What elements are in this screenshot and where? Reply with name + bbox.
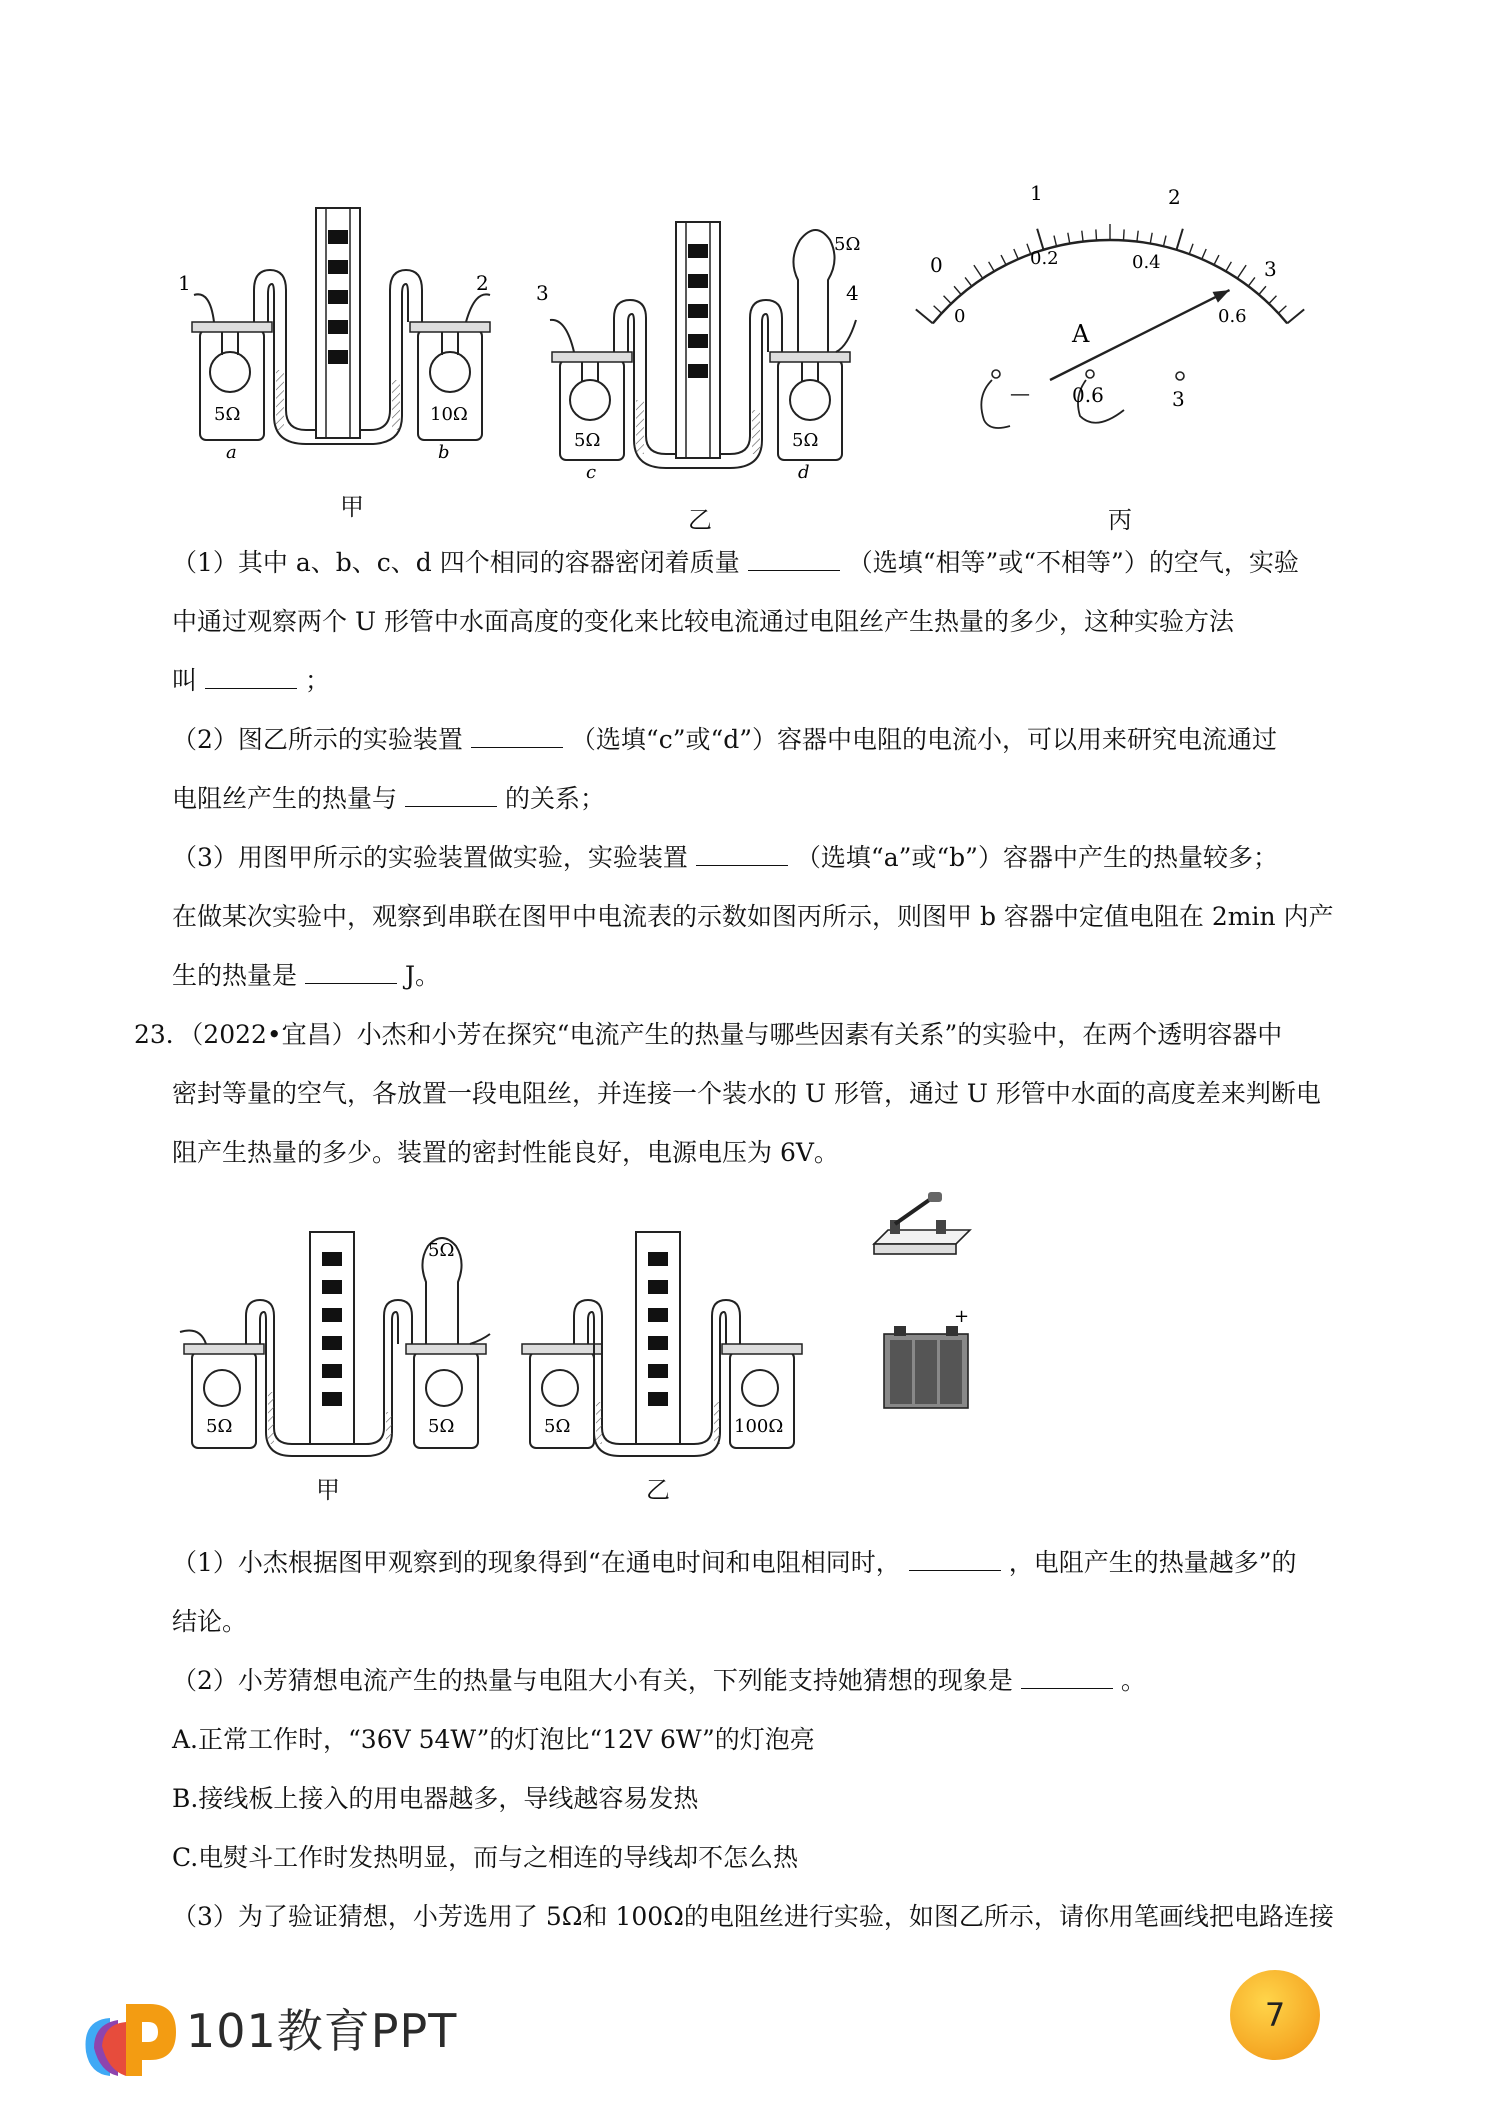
inner-scale-0-2: 0.2 [1030,248,1059,269]
ammeter-tick [944,296,952,304]
ammeter-needle-head [1213,290,1230,303]
figure-2-yi-caption: 乙 [646,1476,670,1504]
q22-p3-blank-2[interactable] [305,961,397,984]
figure-1-bing-caption: 丙 [1108,506,1132,534]
q22-p1-text-b: （选填“相等”或“不相等”）的空气，实验 [847,548,1299,577]
q22-p1-text-d: ； [305,666,331,695]
ammeter-tick [934,306,942,313]
terminal-3: 3 [1172,387,1185,411]
inner-scale-0: 0 [954,306,966,327]
figure-2-jia [170,1222,500,1462]
ammeter-tick [1237,265,1246,278]
q23-p1-text-b: ，电阻产生的热量越多”的 [1008,1548,1297,1577]
q23-option-a[interactable]: A.正常工作时，“36V 54W”的灯泡比“12V 6W”的灯泡亮 [172,1725,815,1754]
fig2-jia-right-resistor: 5Ω [428,1416,455,1437]
q22-p2-text-b: （选填“c”或“d”）容器中电阻的电流小，可以用来研究电流通过 [570,725,1278,754]
q22-p2-text-d: 的关系； [505,784,606,813]
ammeter-tick [1278,306,1286,313]
ammeter-tick [1150,233,1152,244]
q23-p2-blank[interactable] [1021,1666,1113,1689]
battery-positive-sign: + [954,1310,970,1327]
q23-p3-line-1: （3）为了验证猜想，小芳选用了 5Ω和 100Ω的电阻丝进行实验，如图乙所示，请你用笔画线把电路连接 [172,1902,1334,1931]
terminal-2-label: 2 [476,271,489,295]
q22-p3-text-a: （3）用图甲所示的实验装置做实验，实验装置 [172,843,688,872]
q22-p2-blank-1[interactable] [471,725,563,748]
q22-p1-line-2: 中通过观察两个 U 形管中水面高度的变化来比较电流通过电阻丝产生热量的多少，这种实验方法 [172,607,1234,636]
q22-part-3 [172,828,1372,1005]
q22-p3-text-c: 生的热量是 [172,961,298,990]
q22-p1-text-c: 叫 [172,666,198,695]
ammeter-tick [1226,262,1232,272]
figure-1-jia [170,190,510,470]
ammeter-tick [965,277,972,286]
brand-logo-icon [80,1990,180,2084]
q22-p2-blank-2[interactable] [405,784,497,807]
container-d-label: d [798,462,810,480]
q23-intro [134,1005,1374,1182]
knife-switch [866,1190,976,1270]
ammeter-tick [1014,249,1018,259]
container-a-label: a [226,442,237,463]
q23-intro-line-3: 阻产生热量的多少。装置的密封性能良好，电源电压为 6V。 [172,1138,839,1167]
outer-scale-1: 1 [1030,181,1043,205]
q22-p1-text-a: （1）其中 a、b、c、d 四个相同的容器密闭着质量 [172,548,740,577]
external-resistor-label: 5Ω [834,234,861,255]
ammeter-tick [1082,231,1083,242]
q22-p3-line-2: 在做某次实验中，观察到串联在图甲中电流表的示数如图丙所示，则图甲 b 容器中定值电阻在 2min 内产 [172,902,1334,931]
resistor-c-label: 5Ω [574,430,601,451]
q23-intro-line-2: 密封等量的空气，各放置一段电阻丝，并连接一个装水的 U 形管，通过 U 形管中水面的高度差来判断电 [172,1079,1321,1108]
q23-part-1 [172,1533,1372,1651]
fig2-jia-external-resistor: 5Ω [428,1240,455,1261]
q23-p1-blank[interactable] [909,1548,1001,1571]
ammeter-tick [1259,286,1266,294]
brand-name: 101教育PPT [186,2004,458,2058]
ammeter-tick [1054,236,1057,247]
ammeter-tick [1096,229,1097,240]
q22-p1-blank-1[interactable] [748,548,840,571]
figure-2-jia-caption: 甲 [316,1476,340,1504]
container-b-label: b [438,442,450,463]
outer-scale-3: 3 [1264,257,1277,281]
fig2-yi-right-resistor: 100Ω [734,1416,784,1437]
ammeter-tick [1001,255,1006,265]
ammeter-tick [1123,229,1124,240]
figure-1-yi [530,210,870,480]
ammeter-tick [1248,277,1255,286]
q23-intro-line-1: 23．（2022•宜昌）小杰和小芳在探究“电流产生的热量与哪些因素有关系”的实验中，在两个透明容器中 [134,1020,1283,1049]
ammeter-tick [1068,233,1070,244]
figure-1-bing-ammeter [900,170,1320,450]
resistor-b-label: 10Ω [430,404,468,425]
ammeter-tick [1163,236,1166,247]
ammeter-tick [1037,229,1043,250]
fig2-jia-left-resistor: 5Ω [206,1416,233,1437]
ammeter-tick [1269,296,1277,304]
q23-part-2 [172,1651,1372,1946]
fig2-yi-left-resistor: 5Ω [544,1416,571,1437]
ammeter-tick [1176,229,1182,250]
ammeter-tick [1189,244,1193,254]
page-number-badge: 7 [1230,1970,1320,2060]
ammeter-tick [1202,249,1206,259]
ammeter-tick [989,262,995,272]
battery-pack [876,1310,986,1420]
q22-part-1 [172,533,1372,710]
terminal-negative: — [1010,381,1030,405]
container-c-label: c [586,462,597,480]
q23-option-b[interactable]: B.接线板上接入的用电器越多，导线越容易发热 [172,1784,699,1813]
ammeter-tick [1214,255,1219,265]
q22-p3-blank-1[interactable] [696,843,788,866]
q22-p3-text-b: （选填“a”或“b”）容器中产生的热量较多； [795,843,1278,872]
ammeter-tick [974,265,983,278]
q22-p3-text-d: J。 [405,961,441,990]
ammeter-unit: A [1072,320,1090,348]
q22-p2-text-a: （2）图乙所示的实验装置 [172,725,463,754]
terminal-4-label: 4 [846,281,859,305]
q22-p1-blank-2[interactable] [205,666,297,689]
terminal-0-6: 0.6 [1072,383,1104,407]
q22-part-2 [172,710,1372,828]
figure-1-jia-caption: 甲 [340,493,364,521]
outer-scale-0: 0 [930,253,943,277]
resistor-d-label: 5Ω [792,430,819,451]
figure-2-yi [508,1222,818,1462]
q23-p2-text-b: 。 [1120,1666,1146,1695]
figure-1-yi-caption: 乙 [688,506,712,534]
ammeter-tick [1137,231,1138,242]
q23-p2-text-a: （2）小芳猜想电流产生的热量与电阻大小有关，下列能支持她猜想的现象是 [172,1666,1013,1695]
q22-p2-text-c: 电阻丝产生的热量与 [172,784,398,813]
q23-p1-text-a: （1）小杰根据图甲观察到的现象得到“在通电时间和电阻相同时， [172,1548,901,1577]
ammeter-tick [916,309,933,323]
ammeter-tick [954,286,961,294]
inner-scale-0-4: 0.4 [1132,252,1161,273]
terminal-3-label: 3 [536,281,549,305]
terminal-1-label: 1 [178,271,191,295]
inner-scale-0-6: 0.6 [1218,306,1247,327]
outer-scale-2: 2 [1168,185,1181,209]
q23-p1-line-2: 结论。 [172,1607,248,1636]
q23-option-c[interactable]: C.电熨斗工作时发热明显，而与之相连的导线却不怎么热 [172,1843,799,1872]
resistor-a-label: 5Ω [214,404,241,425]
ammeter-tick [1287,309,1304,323]
